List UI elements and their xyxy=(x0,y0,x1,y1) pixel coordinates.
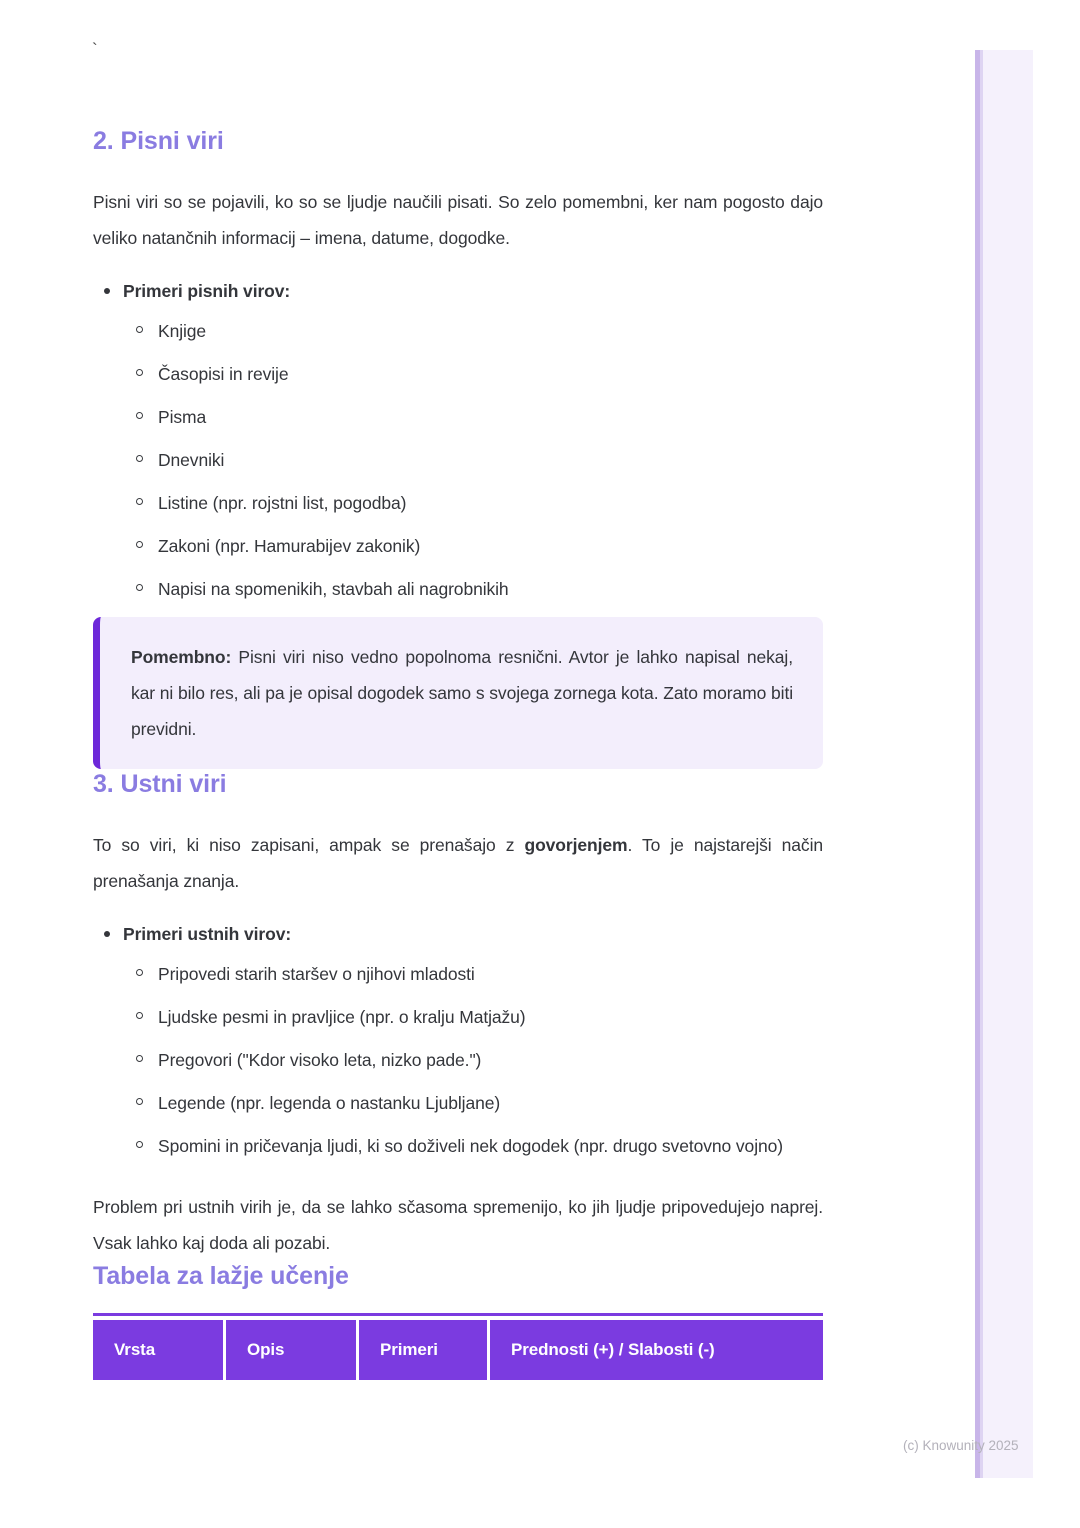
list-item: Zakoni (npr. Hamurabijev zakonik) xyxy=(93,531,823,561)
copyright-watermark: (c) Knowunity 2025 xyxy=(903,1438,1019,1453)
list-item: Legende (npr. legenda o nastanku Ljubljane) xyxy=(93,1088,823,1118)
study-table xyxy=(93,1313,823,1380)
important-callout-box xyxy=(93,617,823,769)
next-page-edge-strip xyxy=(975,50,1033,1478)
list-item: Pisma xyxy=(93,402,823,432)
ustni-viri-list-label: Primeri ustnih virov: xyxy=(93,919,823,949)
table-top-border xyxy=(93,1313,823,1316)
list-item: Časopisi in revije xyxy=(93,359,823,389)
list-item: Ljudske pesmi in pravljice (npr. o kralju Matjažu) xyxy=(93,1002,823,1032)
pisni-viri-list xyxy=(93,276,823,604)
list-item: Napisi na spomenikih, stavbah ali nagrobnikih xyxy=(93,574,823,604)
list-item: Knjige xyxy=(93,316,823,346)
section-heading-ustni-viri: 3. Ustni viri xyxy=(93,770,227,798)
intro-text-after: . To je najstarejši način prenašanja znanja. xyxy=(93,835,823,891)
table-section-heading: Tabela za lažje učenje xyxy=(93,1262,349,1290)
intro-text-before: To so viri, ki niso zapisani, ampak se prenašajo z xyxy=(93,835,525,855)
pisni-viri-list-label: Primeri pisnih virov: xyxy=(93,276,823,306)
table-header-primeri: Primeri xyxy=(359,1320,487,1380)
ustni-viri-intro-paragraph xyxy=(93,827,823,899)
ustni-viri-outro-paragraph: Problem pri ustnih virih je, da se lahko sčasoma spremenijo, ko jih ljudje pripovedujejo naprej. Vsak lahko kaj doda ali pozabi. xyxy=(93,1197,823,1253)
intro-bold-word: govorjenjem xyxy=(524,835,628,855)
list-item: Listine (npr. rojstni list, pogodba) xyxy=(93,488,823,518)
table-header-opis: Opis xyxy=(226,1320,356,1380)
callout-text: Pisni viri niso vedno popolnoma resnični. Avtor je lahko napisal nekaj, kar ni bilo res, ali pa je opisal dogodek samo s svojega zornega kota. Zato moramo biti previdni. xyxy=(131,647,793,739)
pisni-viri-intro-paragraph: Pisni viri so se pojavili, ko so se ljudje naučili pisati. So zelo pomembni, ker nam pogosto dajo veliko natančnih informacij – imena, datume, dogodke. xyxy=(93,192,823,248)
list-item: Pregovori ("Kdor visoko leta, nizko pade.") xyxy=(93,1045,823,1075)
table-header-prednosti-slabosti: Prednosti (+) / Slabosti (-) xyxy=(490,1320,823,1380)
stray-backtick-mark: ` xyxy=(92,40,98,59)
section-heading-pisni-viri: 2. Pisni viri xyxy=(93,127,224,155)
callout-label: Pomembno: xyxy=(131,647,232,667)
table-header-vrsta: Vrsta xyxy=(93,1320,223,1380)
document-content xyxy=(93,0,823,1380)
ustni-viri-list xyxy=(93,919,823,1161)
list-item: Dnevniki xyxy=(93,445,823,475)
table-header-row xyxy=(93,1320,823,1380)
list-item: Spomini in pričevanja ljudi, ki so doživeli nek dogodek (npr. drugo svetovno vojno) xyxy=(93,1131,823,1161)
list-item: Pripovedi starih staršev o njihovi mladosti xyxy=(93,959,823,989)
